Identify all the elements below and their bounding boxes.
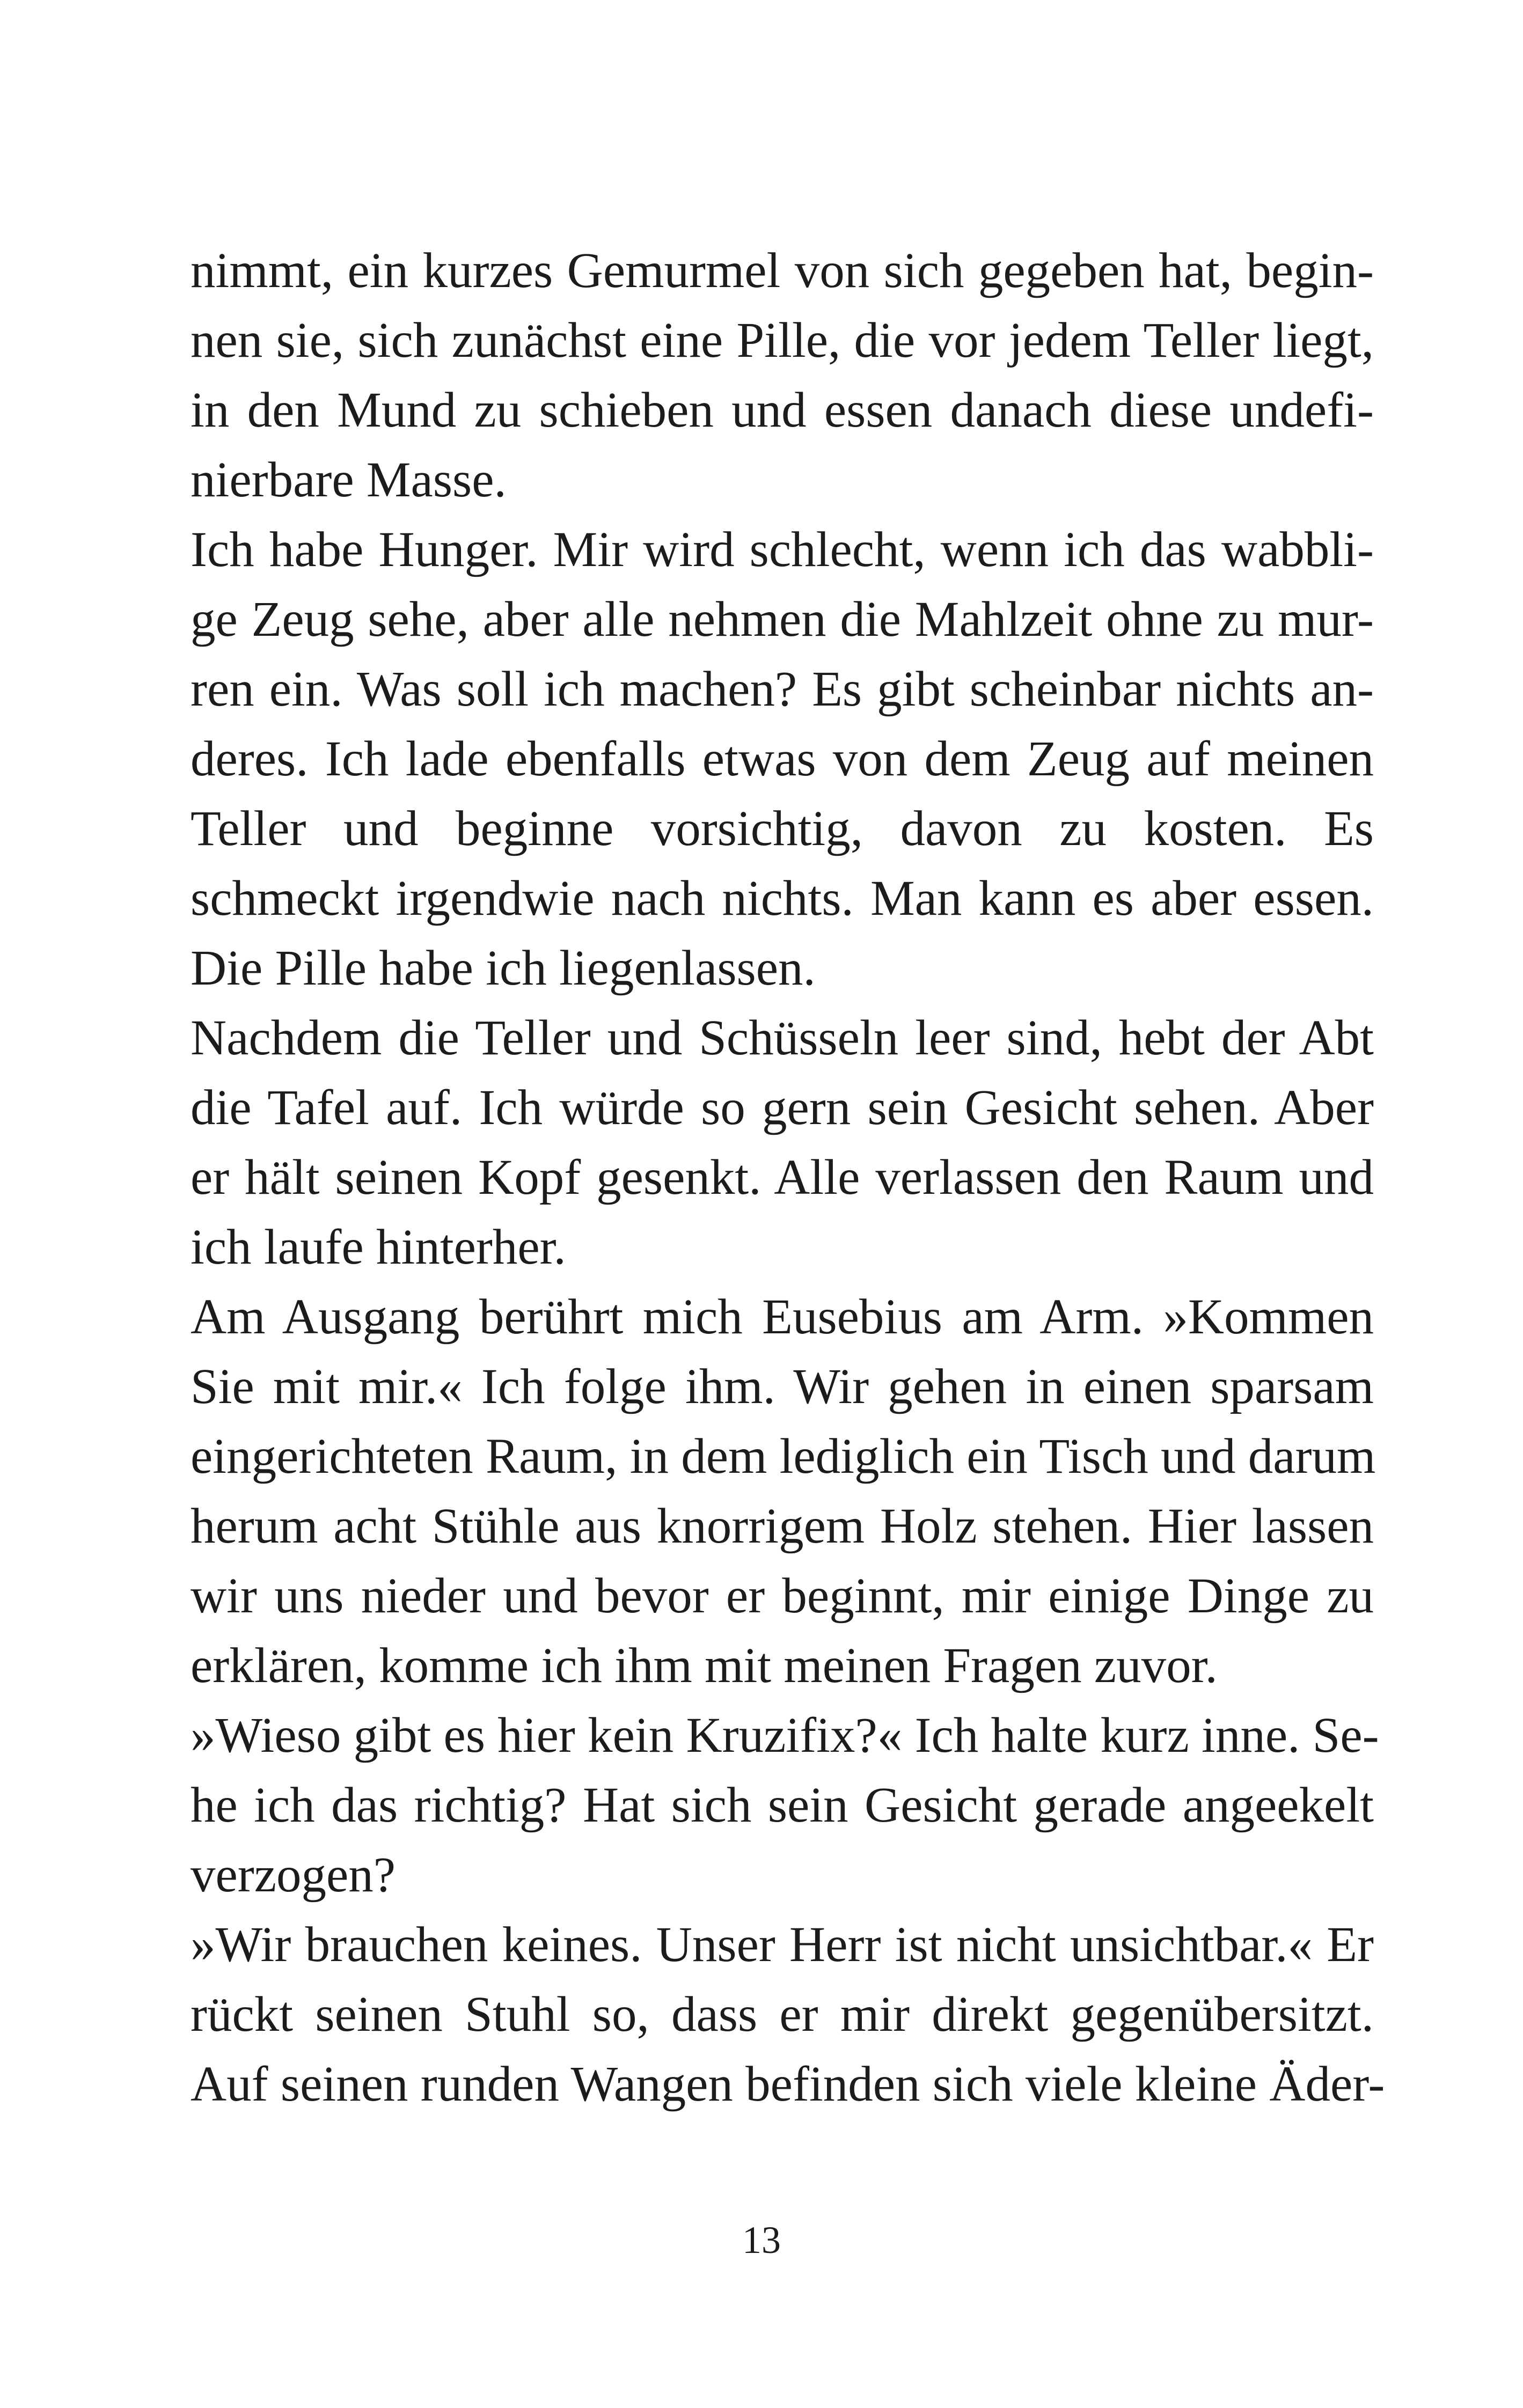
text-line: Teller und beginne vorsichtig, davon zu kosten. Es [191, 801, 1374, 856]
text-line: eingerichteten Raum, in dem lediglich ein Tisch und darum [191, 1429, 1376, 1484]
text-line: nimmt, ein kurzes Gemurmel von sich gegeben hat, begin- [191, 243, 1374, 298]
text-line: ren ein. Was soll ich machen? Es gibt scheinbar nichts an- [191, 662, 1374, 717]
text-line: nen sie, sich zunächst eine Pille, die vor jedem Teller liegt, [191, 313, 1374, 368]
text-line: schmeckt irgendwie nach nichts. Man kann es aber essen. [191, 871, 1374, 926]
text-line: ge Zeug sehe, aber alle nehmen die Mahlzeit ohne zu mur- [191, 592, 1374, 647]
text-line: verzogen? [191, 1847, 396, 1903]
text-line: Nachdem die Teller und Schüsseln leer sind, hebt der Abt [191, 1010, 1374, 1066]
text-line: er hält seinen Kopf gesenkt. Alle verlassen den Raum und [191, 1150, 1374, 1205]
text-line: in den Mund zu schieben und essen danach diese undefi- [191, 383, 1374, 438]
text-line: ich laufe hinterher. [191, 1220, 566, 1275]
text-line: nierbare Masse. [191, 452, 507, 508]
text-line: »Wir brauchen keines. Unser Herr ist nicht unsichtbar.« Er [191, 1917, 1374, 1972]
text-line: deres. Ich lade ebenfalls etwas von dem Zeug auf meinen [191, 731, 1374, 787]
text-line: he ich das richtig? Hat sich sein Gesicht gerade angeekelt [191, 1778, 1374, 1833]
text-line: Die Pille habe ich liegenlassen. [191, 941, 816, 996]
text-line: Sie mit mir.« Ich folge ihm. Wir gehen in einen sparsam [191, 1359, 1374, 1414]
text-line: herum acht Stühle aus knorrigem Holz stehen. Hier lassen [191, 1499, 1374, 1554]
text-line: wir uns nieder und bevor er beginnt, mir einige Dinge zu [191, 1568, 1374, 1624]
body-text [191, 236, 1385, 2119]
text-line: Am Ausgang berührt mich Eusebius am Arm. »Kommen [191, 1289, 1374, 1345]
text-line: rückt seinen Stuhl so, dass er mir direkt gegenübersitzt. [191, 1987, 1374, 2042]
page-number: 13 [742, 2219, 781, 2262]
text-line: Auf seinen runden Wangen befinden sich viele kleine Äder- [191, 2057, 1385, 2112]
text-line: erklären, komme ich ihm mit meinen Fragen zuvor. [191, 1638, 1218, 1693]
text-line: »Wieso gibt es hier kein Kruzifix?« Ich halte kurz inne. Se- [191, 1708, 1379, 1763]
text-line: die Tafel auf. Ich würde so gern sein Gesicht sehen. Aber [191, 1080, 1374, 1135]
text-line: Ich habe Hunger. Mir wird schlecht, wenn ich das wabbli- [191, 522, 1374, 577]
